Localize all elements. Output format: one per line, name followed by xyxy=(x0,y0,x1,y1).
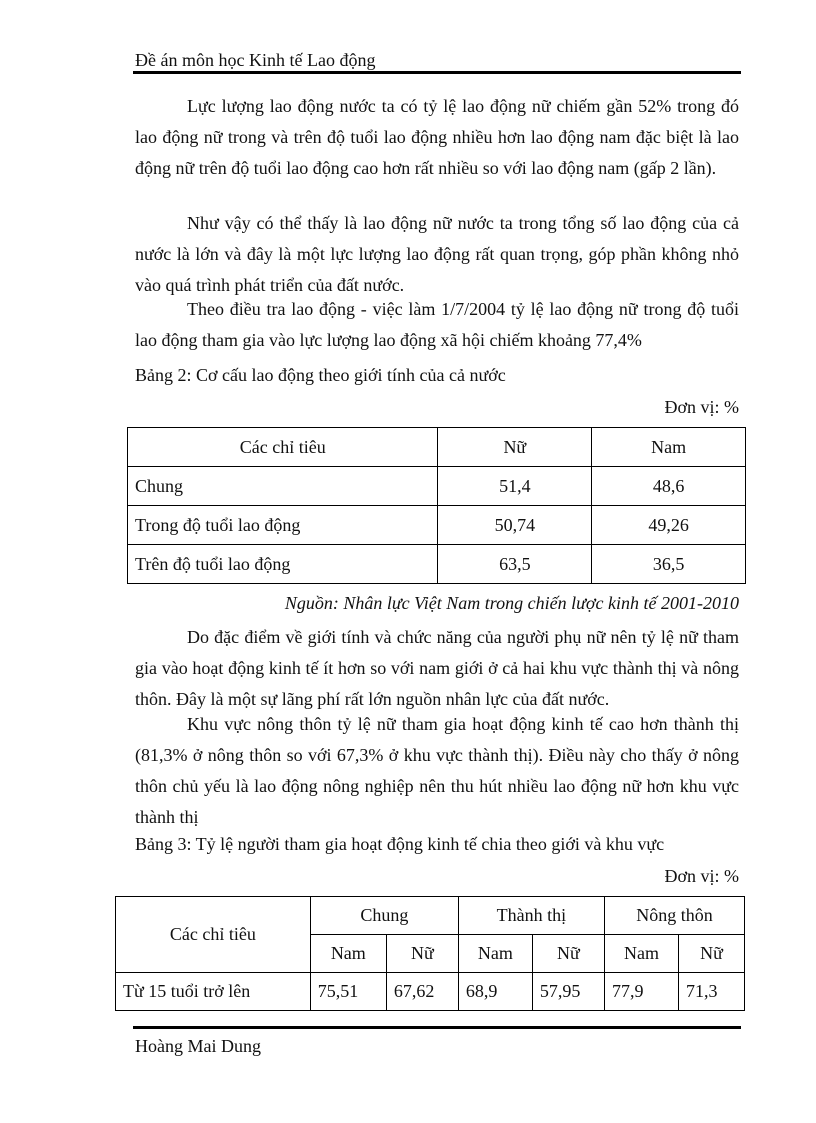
table-cell: 48,6 xyxy=(592,467,746,506)
table-cell: Từ 15 tuổi trở lên xyxy=(116,973,311,1011)
table3 xyxy=(115,896,745,1011)
table-cell: 63,5 xyxy=(438,545,592,584)
paragraph-3: Theo điều tra lao động - việc làm 1/7/2004 tỷ lệ lao động nữ trong độ tuổi lao động tham gia vào lực lượng lao động xã hội chiếm khoảng 77,4% xyxy=(135,299,739,350)
table2-header-male: Nam xyxy=(592,428,746,467)
table2-header-indicator: Các chỉ tiêu xyxy=(128,428,438,467)
table3-subheader-female: Nữ xyxy=(386,935,458,973)
page-header-title: Đề án môn học Kinh tế Lao động xyxy=(135,50,376,70)
table-cell: 36,5 xyxy=(592,545,746,584)
footer-author: Hoàng Mai Dung xyxy=(135,1036,261,1056)
table3-subheader-male: Nam xyxy=(604,935,678,973)
table-cell: 75,51 xyxy=(310,973,386,1011)
table-cell: 49,26 xyxy=(592,506,746,545)
table-cell: Trên độ tuổi lao động xyxy=(128,545,438,584)
table-cell: 71,3 xyxy=(678,973,744,1011)
table-cell: 50,74 xyxy=(438,506,592,545)
table-header-row xyxy=(128,428,746,467)
table2-caption: Bảng 2: Cơ cấu lao động theo giới tính của cả nước xyxy=(135,365,506,385)
header-divider xyxy=(133,71,741,74)
paragraph-2: Như vậy có thể thấy là lao động nữ nước ta trong tổng số lao động của cả nước là lớn và đây là một lực lượng lao động rất quan trọng, góp phần không nhỏ vào quá trình phát triển của đất nước. xyxy=(135,213,739,295)
table-cell: 57,95 xyxy=(532,973,604,1011)
table3-subheader-male: Nam xyxy=(458,935,532,973)
table2-unit: Đơn vị: % xyxy=(664,397,739,417)
table-cell: 51,4 xyxy=(438,467,592,506)
table2 xyxy=(127,427,746,584)
paragraph-4: Do đặc điểm về giới tính và chức năng của người phụ nữ nên tỷ lệ nữ tham gia vào hoạt động kinh tế ít hơn so với nam giới ở cả hai khu vực thành thị và nông thôn. Đây là một sự lãng phí rất lớn nguồn nhân lực của đất nước. xyxy=(135,627,739,709)
table2-source: Nguồn: Nhân lực Việt Nam trong chiến lược kinh tế 2001-2010 xyxy=(284,593,739,613)
table2-header-female: Nữ xyxy=(438,428,592,467)
table3-subheader-female: Nữ xyxy=(532,935,604,973)
table-row xyxy=(128,506,746,545)
table-cell: Chung xyxy=(128,467,438,506)
table3-subheader-female: Nữ xyxy=(678,935,744,973)
table-row xyxy=(116,973,745,1011)
table3-group-overall: Chung xyxy=(310,897,458,935)
table3-header-indicator: Các chỉ tiêu xyxy=(116,897,311,973)
table-header-row xyxy=(116,897,745,935)
table-cell: 67,62 xyxy=(386,973,458,1011)
table-row xyxy=(128,545,746,584)
table-row xyxy=(128,467,746,506)
table-cell: 68,9 xyxy=(458,973,532,1011)
table3-caption: Bảng 3: Tỷ lệ người tham gia hoạt động kinh tế chia theo giới và khu vực xyxy=(135,834,665,854)
paragraph-5: Khu vực nông thôn tỷ lệ nữ tham gia hoạt động kinh tế cao hơn thành thị (81,3% ở nông thôn so với 67,3% ở khu vực thành thị). Điều này cho thấy ở nông thôn chủ yếu là lao động nông nghiệp nên thu hút nhiều lao động nữ hơn khu vực thành thị xyxy=(135,714,739,827)
paragraph-1: Lực lượng lao động nước ta có tỷ lệ lao động nữ chiếm gần 52% trong đó lao động nữ trong và trên độ tuổi lao động nhiều hơn lao động nam đặc biệt là lao động nữ trên độ tuổi lao động cao hơn rất nhiều so với lao động nam (gấp 2 lần). xyxy=(135,96,739,178)
table3-subheader-male: Nam xyxy=(310,935,386,973)
table3-group-urban: Thành thị xyxy=(458,897,604,935)
table3-group-rural: Nông thôn xyxy=(604,897,744,935)
table-cell: Trong độ tuổi lao động xyxy=(128,506,438,545)
table3-unit: Đơn vị: % xyxy=(664,866,739,886)
footer-divider xyxy=(133,1026,741,1029)
table-cell: 77,9 xyxy=(604,973,678,1011)
